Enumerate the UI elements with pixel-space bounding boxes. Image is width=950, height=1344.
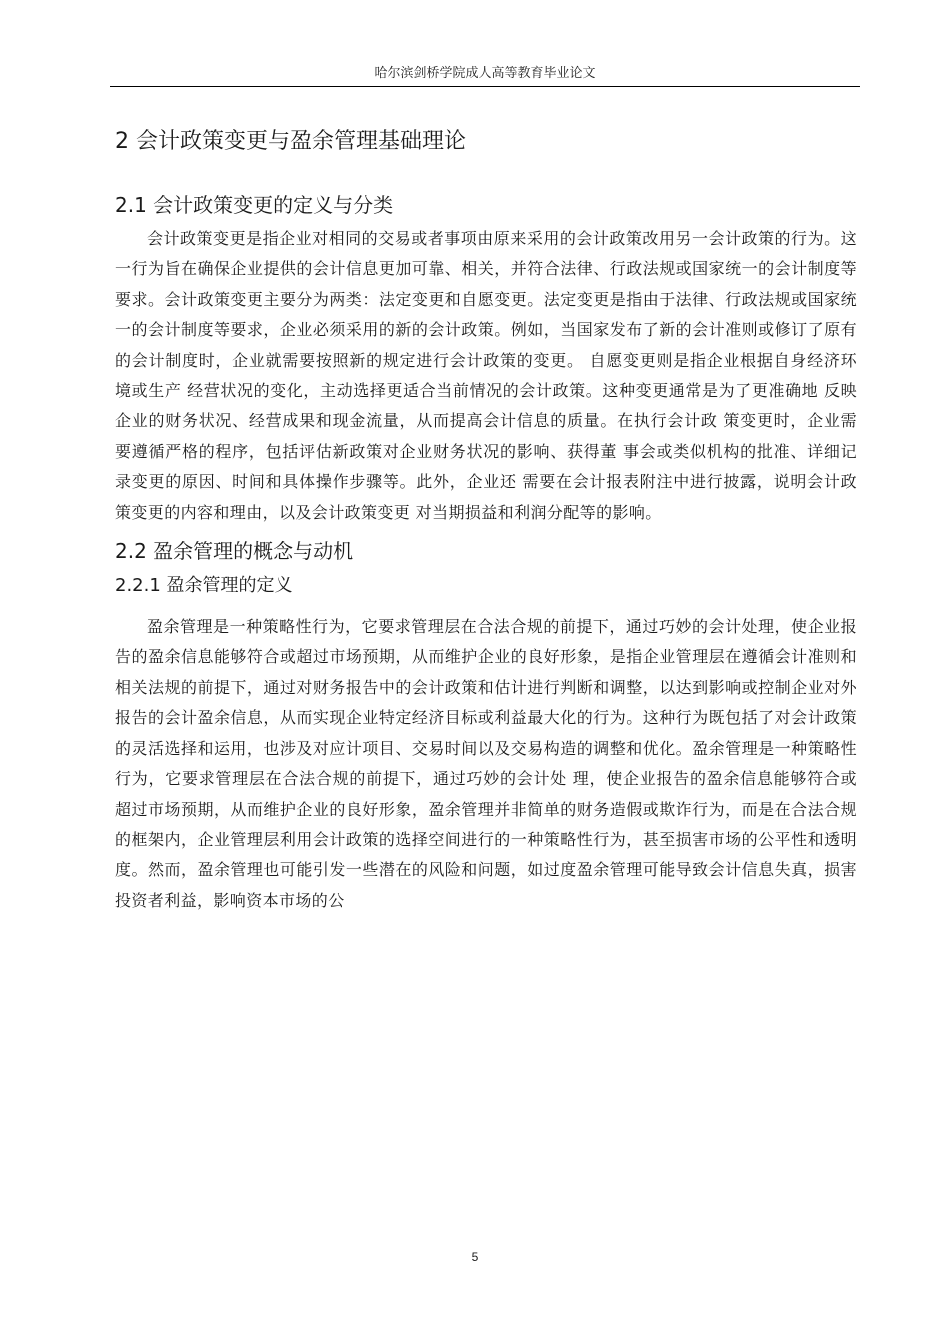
section-2-2-heading: 2.2 盈余管理的概念与动机 xyxy=(115,539,354,564)
section-2-1-paragraph: 会计政策变更是指企业对相同的交易或者事项由原来采用的会计政策改用另一会计政策的行为。这一行为旨在确保企业提供的会计信息更加可靠、相关，并符合法律、行政法规或国家统一的会计制度等要求。会计政策变更主要分为两类：法定变更和自愿变更。法定变更是指由于法律、行政法规或国家统一的会计制度等要求，企业必须采用的新的会计政策。例如，当国家发布了新的会计准则或修订了原有的会计制度时，企业就需要按照新的规定进行会计政策的变更。 自愿变更则是指企业根据自身经济环境或生产 经营状况的变化，主动选择更适合当前情况的会计政策。这种变更通常是为了更准确地 反映企业的财务状况、经营成果和现金流量，从而提高会计信息的质量。在执行会计政 策变更时，企业需要遵循严格的程序，包括评估新政策对企业财务状况的影响、获得董 事会或类似机构的批准、详细记录变更的原因、时间和具体操作步骤等。此外，企业还 需要在会计报表附注中进行披露，说明会计政策变更的内容和理由，以及会计政策变更 对当期损益和利润分配等的影响。 xyxy=(115,229,857,522)
header-divider xyxy=(110,86,860,87)
running-header: 哈尔滨剑桥学院成人高等教育毕业论文 xyxy=(374,66,596,81)
section-2-1-heading: 2.1 会计政策变更的定义与分类 xyxy=(115,193,394,217)
section-2-2-1-paragraph: 盈余管理是一种策略性行为，它要求管理层在合法合规的前提下，通过巧妙的会计处理，使企业报告的盈余信息能够符合或超过市场预期，从而维护企业的良好形象，是指企业管理层在遵循会计准则和相关法规的前提下，通过对财务报告中的会计政策和估计进行判断和调整，以达到影响或控制企业对外报告的会计盈余信息，从而实现企业特定经济目标或利益最大化的行为。这种行为既包括了对会计政策的灵活选择和运用，也涉及对应计项目、交易时间以及交易构造的调整和优化。盈余管理是一种策略性行为，它要求管理层在合法合规的前提下，通过巧妙的会计处 理，使企业报告的盈余信息能够符合或超过市场预期，从而维护企业的良好形象，盈余管理并非简单的财务造假或欺诈行为，而是在合法合规的框架内，企业管理层利用会计政策的选择空间进行的一种策略性行为，甚至损害市场的公平性和透明度。然而，盈余管理也可能引发一些潜在的风险和问题，如过度盈余管理可能导致会计信息失真，损害投资者利益，影响资本市场的公 xyxy=(115,617,857,910)
page-body xyxy=(115,124,857,922)
page-number: 5 xyxy=(471,1250,479,1264)
chapter-heading: 2 会计政策变更与盈余管理基础理论 xyxy=(115,129,466,154)
section-2-2-1-heading: 2.2.1 盈余管理的定义 xyxy=(115,575,293,597)
